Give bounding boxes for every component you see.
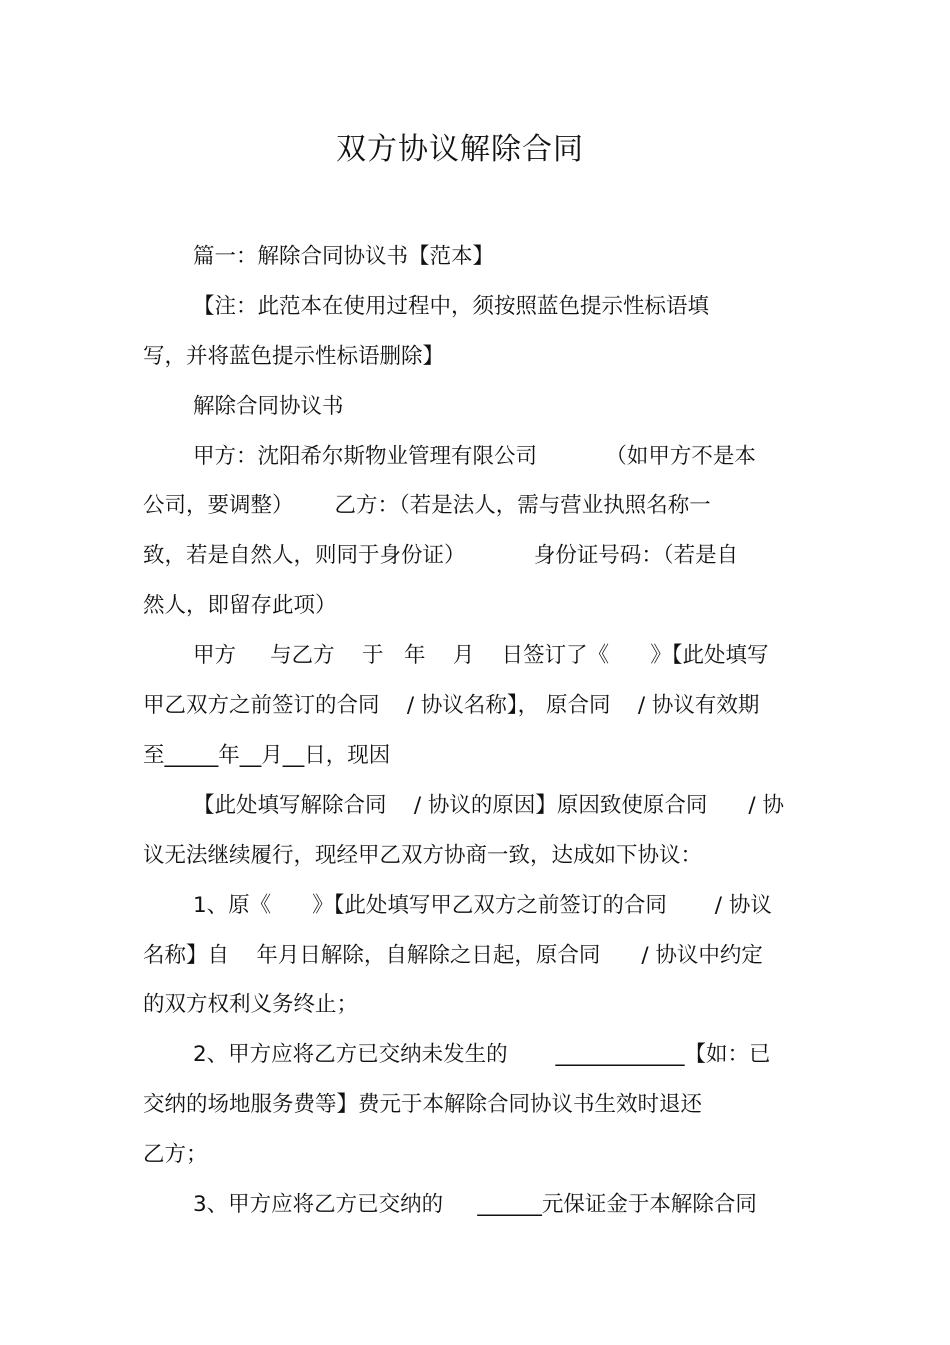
party-line-1: 甲方：沈阳希尔斯物业管理有限公司 （如甲方不是本 xyxy=(193,444,756,469)
paragraph-1-line-1: 甲方 与乙方 于 年 月 日签订了《 》【此处填写 xyxy=(193,643,769,668)
note-line-1: 【注：此范本在使用过程中，须按照蓝色提示性标语填 xyxy=(193,294,710,319)
agreement-heading: 解除合同协议书 xyxy=(193,394,344,419)
section-heading: 篇一：解除合同协议书【范本】 xyxy=(193,244,495,269)
paragraph-2-line-2: 议无法继续履行，现经甲乙双方协商一致，达成如下协议： xyxy=(143,843,703,868)
paragraph-2-line-1: 【此处填写解除合同 / 协议的原因】原因致使原合同 / 协 xyxy=(193,793,785,818)
document-title: 双方协议解除合同 xyxy=(336,132,584,167)
clause-3-line-1: 3、甲方应将乙方已交纳的 ______元保证金于本解除合同 xyxy=(193,1192,757,1217)
clause-1-line-1: 1、原《 》【此处填写甲乙双方之前签订的合同 / 协议 xyxy=(193,893,772,918)
party-line-2: 公司，要调整） 乙方：（若是法人，需与营业执照名称一 xyxy=(143,493,711,518)
clause-1-line-2: 名称】自 年月日解除，自解除之日起，原合同 / 协议中约定 xyxy=(143,943,763,968)
paragraph-1-line-2: 甲乙双方之前签订的合同 / 协议名称】， 原合同 / 协议有效期 xyxy=(143,693,760,718)
party-line-4: 然人，即留存此项） xyxy=(143,593,337,618)
clause-1-line-3: 的双方权利义务终止； xyxy=(143,992,359,1017)
party-line-3: 致，若是自然人，则同于身份证） 身份证号码：（若是自 xyxy=(143,543,739,568)
clause-2-line-2: 交纳的场地服务费等】费元于本解除合同协议书生效时退还 xyxy=(143,1092,703,1117)
clause-2-line-3: 乙方； xyxy=(143,1142,208,1167)
note-line-2: 写，并将蓝色提示性标语删除】 xyxy=(143,344,445,369)
clause-2-line-1: 2、甲方应将乙方已交纳未发生的 ____________【如：已 xyxy=(193,1042,771,1067)
paragraph-1-line-3: 至_____年__月__日，现因 xyxy=(143,743,391,768)
